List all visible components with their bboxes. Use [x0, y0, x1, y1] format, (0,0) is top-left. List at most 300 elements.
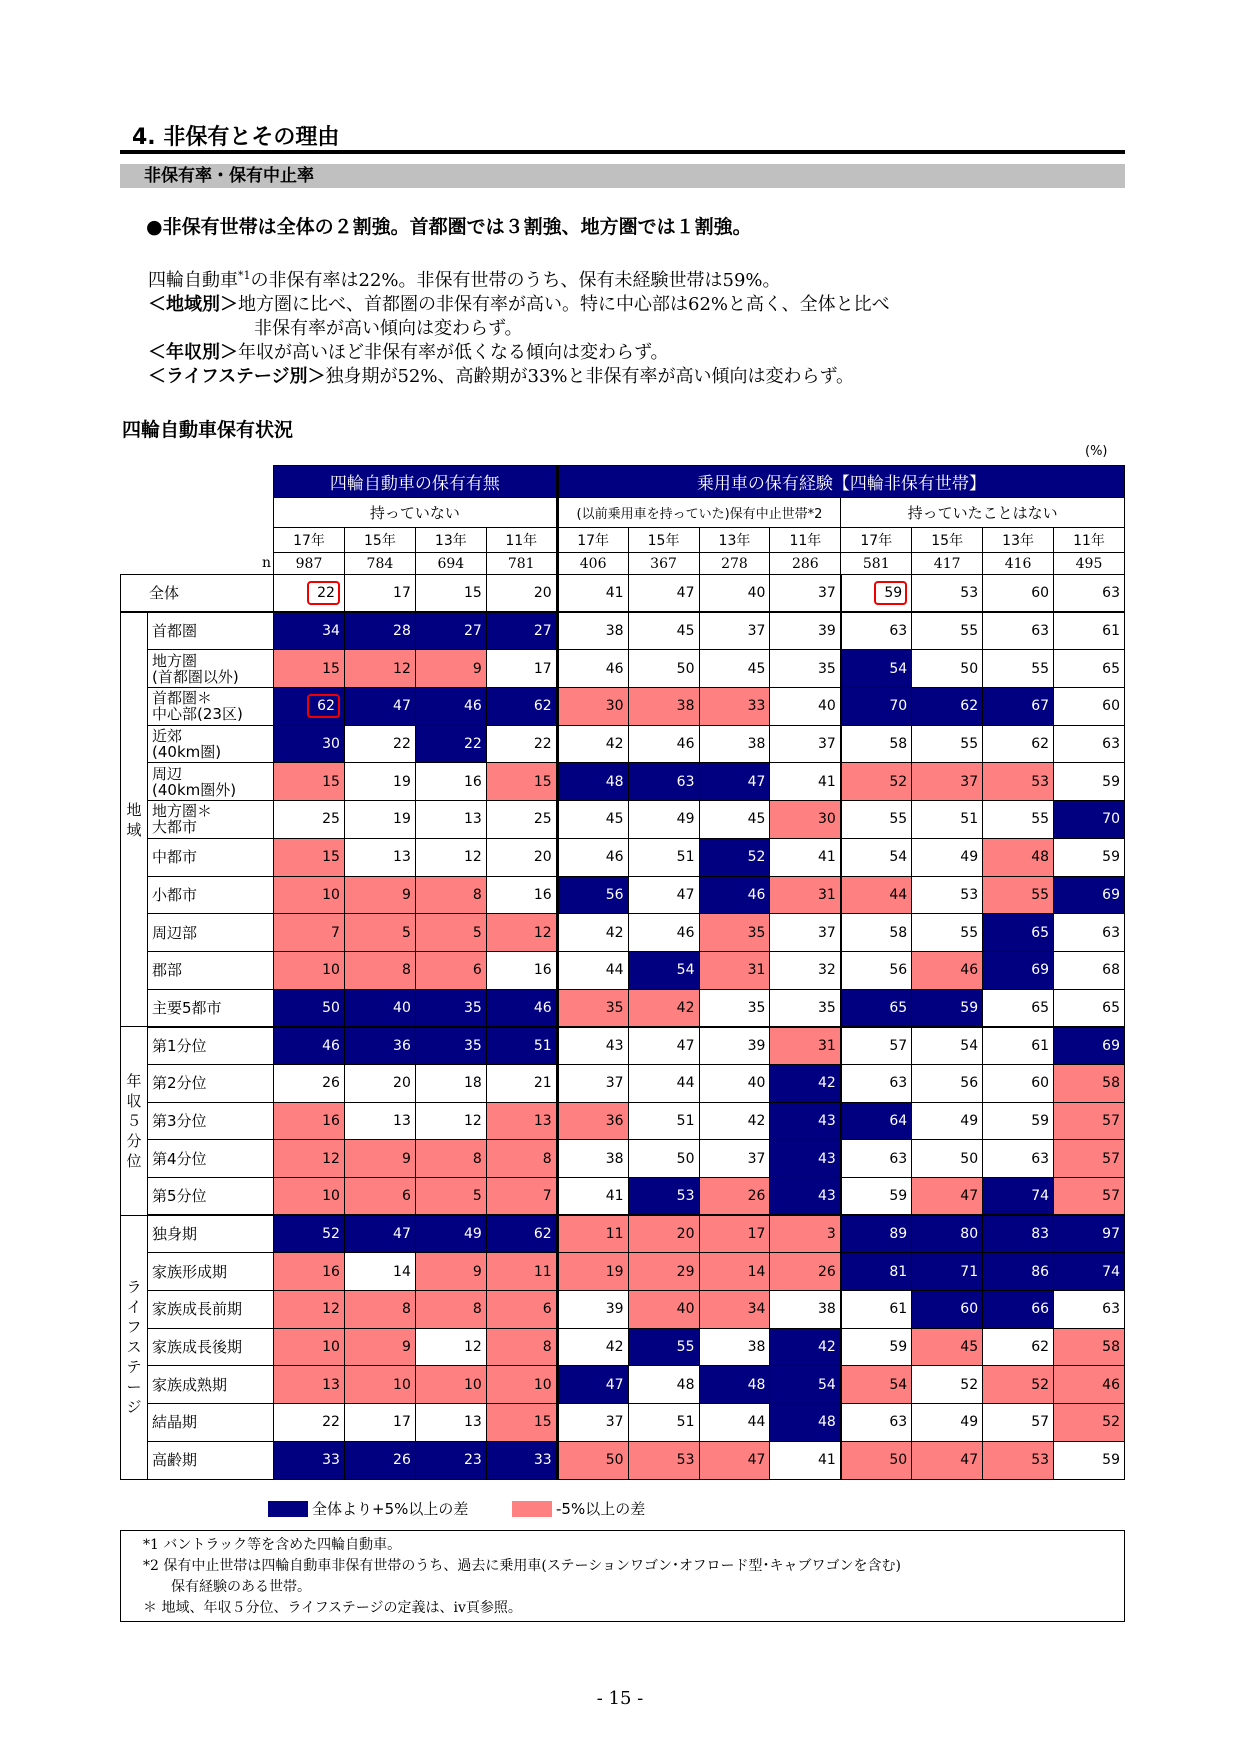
section-title: 4. 非保有とその理由	[132, 125, 340, 150]
legend-lo-swatch	[512, 1501, 552, 1517]
table-cell: 44	[628, 1064, 699, 1102]
table-cell: 81	[841, 1253, 912, 1291]
table-title: 四輪自動車保有状況	[122, 419, 294, 441]
table-cell: 39	[699, 1027, 770, 1065]
unit-label: (%)	[1085, 444, 1108, 459]
table-cell: 62	[983, 725, 1054, 763]
table-cell: 37	[699, 612, 770, 650]
table-cell: 26	[770, 1253, 841, 1291]
row-label: 地方圏＊ 大都市	[148, 801, 274, 839]
table-row	[121, 725, 1125, 763]
table-cell: 40	[628, 1291, 699, 1329]
table-cell: 45	[557, 801, 628, 839]
table-cell: 17	[344, 1404, 415, 1442]
footnote-3: ＊ 地域、年収５分位、ライフステージの定義は、ⅳ頁参照。	[143, 1600, 522, 1616]
table-cell: 57	[841, 1027, 912, 1065]
table-cell: 26	[699, 1178, 770, 1216]
table-cell: 38	[770, 1291, 841, 1329]
table-cell: 12	[344, 650, 415, 688]
row-label: 周辺 (40km圏外)	[148, 763, 274, 801]
table-cell: 59	[841, 1328, 912, 1366]
table-cell: 38	[557, 612, 628, 650]
table-cell: 13	[415, 801, 486, 839]
table-cell: 57	[1054, 1178, 1125, 1216]
table-cell: 58	[1054, 1064, 1125, 1102]
row-label: 首都圏＊ 中心部(23区)	[148, 688, 274, 726]
table-cell: 42	[557, 914, 628, 952]
table-cell: 26	[274, 1064, 345, 1102]
table-cell: 7	[274, 914, 345, 952]
table-cell: 51	[486, 1027, 557, 1065]
table-cell: 49	[912, 838, 983, 876]
table-cell: 35	[415, 989, 486, 1027]
table-cell: 55	[628, 1328, 699, 1366]
section-rule	[120, 150, 1125, 154]
n-value: 581	[841, 553, 912, 575]
legend-hi-swatch	[268, 1501, 308, 1517]
table-cell: 66	[983, 1291, 1054, 1329]
table-cell: 11	[557, 1215, 628, 1253]
year-header: 13年	[983, 528, 1054, 553]
table-cell: 32	[770, 951, 841, 989]
table-cell: 50	[841, 1441, 912, 1479]
table-cell: 63	[1054, 725, 1125, 763]
table-cell: 63	[1054, 914, 1125, 952]
row-label: 独身期	[148, 1215, 274, 1253]
table-cell: 5	[415, 914, 486, 952]
table-cell: 40	[699, 1064, 770, 1102]
table-cell: 67	[983, 688, 1054, 726]
table-cell: 55	[912, 612, 983, 650]
n-value: 416	[983, 553, 1054, 575]
table-cell: 16	[486, 876, 557, 914]
year-header: 17年	[841, 528, 912, 553]
year-header: 11年	[770, 528, 841, 553]
table-cell: 80	[912, 1215, 983, 1253]
row-label: 地方圏 (首都圏以外)	[148, 650, 274, 688]
table-cell: 46	[557, 650, 628, 688]
table-cell: 13	[344, 838, 415, 876]
table-row	[121, 1441, 1125, 1479]
table-cell: 38	[699, 1328, 770, 1366]
row-label: 周辺部	[148, 914, 274, 952]
table-cell: 9	[344, 1328, 415, 1366]
table-cell: 40	[770, 688, 841, 726]
table-cell: 52	[983, 1366, 1054, 1404]
table-cell: 57	[983, 1404, 1054, 1442]
n-value: 495	[1054, 553, 1125, 575]
table-row	[121, 801, 1125, 839]
table-cell: 27	[415, 612, 486, 650]
table-cell: 63	[983, 1140, 1054, 1178]
table-cell: 53	[912, 575, 983, 613]
table-cell: 46	[557, 838, 628, 876]
table-cell: 15	[274, 838, 345, 876]
table-cell: 16	[486, 951, 557, 989]
highlight-mark: 59	[874, 581, 907, 605]
table-cell: 6	[344, 1178, 415, 1216]
table-cell: 61	[983, 1027, 1054, 1065]
table-cell: 37	[770, 725, 841, 763]
table-cell: 52	[912, 1366, 983, 1404]
row-label: 高齢期	[148, 1441, 274, 1479]
table-cell: 14	[699, 1253, 770, 1291]
table-cell: 35	[699, 989, 770, 1027]
table-cell: 63	[841, 1064, 912, 1102]
table-cell: 15	[274, 650, 345, 688]
table-cell: 70	[841, 688, 912, 726]
table-cell: 12	[486, 914, 557, 952]
table-cell: 19	[557, 1253, 628, 1291]
table-cell: 89	[841, 1215, 912, 1253]
row-label: 中都市	[148, 838, 274, 876]
n-value: 367	[628, 553, 699, 575]
table-cell: 52	[1054, 1404, 1125, 1442]
table-cell: 62	[486, 688, 557, 726]
table-cell: 10	[274, 876, 345, 914]
table-row	[121, 1253, 1125, 1291]
table-cell: 53	[912, 876, 983, 914]
table-cell: 17	[699, 1215, 770, 1253]
row-label: 郡部	[148, 951, 274, 989]
table-cell: 26	[344, 1441, 415, 1479]
group-label-region: 地域	[121, 612, 148, 1027]
row-label: 家族成長後期	[148, 1328, 274, 1366]
table-cell: 54	[841, 1366, 912, 1404]
table-cell: 12	[415, 1328, 486, 1366]
table-cell: 12	[274, 1140, 345, 1178]
table-cell: 47	[912, 1178, 983, 1216]
table-cell: 46	[274, 1027, 345, 1065]
table-cell: 8	[486, 1328, 557, 1366]
year-header: 11年	[1054, 528, 1125, 553]
table-cell: 54	[912, 1027, 983, 1065]
table-cell: 38	[699, 725, 770, 763]
table-cell: 42	[699, 1102, 770, 1140]
table-cell: 21	[486, 1064, 557, 1102]
table-row	[121, 1404, 1125, 1442]
table-row	[121, 989, 1125, 1027]
table-cell: 40	[344, 989, 415, 1027]
table-cell: 56	[841, 951, 912, 989]
table-cell: 27	[486, 612, 557, 650]
year-header: 17年	[557, 528, 628, 553]
n-value: 784	[344, 553, 415, 575]
table-cell: 50	[628, 1140, 699, 1178]
table-cell: 58	[841, 725, 912, 763]
highlight-mark: 22	[307, 581, 340, 605]
group-label-life: ライフステージ	[121, 1215, 148, 1479]
table-cell: 65	[983, 914, 1054, 952]
ownership-table	[120, 465, 1125, 1480]
headline: ●非保有世帯は全体の２割強。首都圏では３割強、地方圏では１割強。	[146, 216, 752, 238]
table-cell: 47	[699, 763, 770, 801]
table-cell: 46	[1054, 1366, 1125, 1404]
table-cell: 69	[1054, 876, 1125, 914]
footnote-1: *1 バントラック等を含めた四輪自動車。	[143, 1537, 402, 1553]
table-cell: 51	[628, 1102, 699, 1140]
year-header: 15年	[628, 528, 699, 553]
table-row	[121, 1140, 1125, 1178]
table-cell: 54	[770, 1366, 841, 1404]
table-cell: 44	[699, 1404, 770, 1442]
table-cell: 16	[274, 1102, 345, 1140]
table-cell: 16	[415, 763, 486, 801]
table-cell: 46	[415, 688, 486, 726]
table-cell: 63	[1054, 1291, 1125, 1329]
year-header: 17年	[274, 528, 345, 553]
summary-income: ＜年収別＞年収が高いほど非保有率が低くなる傾向は変わらず。	[148, 342, 669, 363]
table-cell: 56	[557, 876, 628, 914]
table-cell: 41	[770, 838, 841, 876]
table-cell: 47	[557, 1366, 628, 1404]
table-cell: 44	[841, 876, 912, 914]
table-cell: 20	[486, 575, 557, 613]
table-cell: 58	[841, 914, 912, 952]
table-cell: 43	[770, 1140, 841, 1178]
table-cell: 22	[415, 725, 486, 763]
table-cell: 52	[699, 838, 770, 876]
table-cell: 18	[415, 1064, 486, 1102]
table-cell: 10	[344, 1366, 415, 1404]
table-cell: 35	[699, 914, 770, 952]
table-cell: 53	[983, 763, 1054, 801]
table-cell: 69	[1054, 1027, 1125, 1065]
table-cell: 50	[557, 1441, 628, 1479]
table-cell: 46	[628, 914, 699, 952]
table-cell: 60	[983, 1064, 1054, 1102]
table-cell: 15	[415, 575, 486, 613]
table-cell: 30	[770, 801, 841, 839]
table-cell: 20	[486, 838, 557, 876]
table-cell: 47	[912, 1441, 983, 1479]
table-cell: 30	[557, 688, 628, 726]
row-label: 首都圏	[148, 612, 274, 650]
table-cell: 43	[557, 1027, 628, 1065]
table-cell: 42	[557, 1328, 628, 1366]
table-cell: 57	[1054, 1102, 1125, 1140]
table-cell: 46	[699, 876, 770, 914]
table-cell: 13	[344, 1102, 415, 1140]
table-cell: 5	[415, 1178, 486, 1216]
table-cell: 46	[628, 725, 699, 763]
table-cell: 63	[841, 612, 912, 650]
table-cell: 70	[1054, 801, 1125, 839]
table-cell: 55	[983, 801, 1054, 839]
table-cell: 59	[912, 989, 983, 1027]
table-cell: 83	[983, 1215, 1054, 1253]
table-cell: 55	[912, 914, 983, 952]
table-cell: 31	[699, 951, 770, 989]
table-cell: 59	[1054, 838, 1125, 876]
table-cell: 46	[912, 951, 983, 989]
header-not-owning: 持っていない	[274, 498, 558, 528]
table-cell: 47	[628, 1027, 699, 1065]
table-row	[121, 876, 1125, 914]
table-cell: 9	[415, 650, 486, 688]
table-cell: 8	[486, 1140, 557, 1178]
table-cell: 49	[912, 1102, 983, 1140]
summary-lifestage: ＜ライフステージ別＞独身期が52%、高齢期が33%と非保有率が高い傾向は変わらず。	[148, 366, 855, 387]
table-cell: 35	[557, 989, 628, 1027]
header-discontinued: (以前乗用車を持っていた)保有中止世帯*2	[557, 498, 841, 528]
table-cell: 57	[1054, 1140, 1125, 1178]
table-cell: 28	[344, 612, 415, 650]
table-cell: 6	[415, 951, 486, 989]
table-cell: 48	[983, 838, 1054, 876]
table-cell: 41	[770, 763, 841, 801]
row-label: 第4分位	[148, 1140, 274, 1178]
table-cell: 48	[557, 763, 628, 801]
table-cell: 33	[486, 1441, 557, 1479]
table-cell: 51	[912, 801, 983, 839]
table-cell: 58	[1054, 1328, 1125, 1366]
table-cell: 50	[912, 650, 983, 688]
table-row	[121, 688, 1125, 726]
table-cell: 8	[415, 876, 486, 914]
summary-region: ＜地域別＞地方圏に比べ、首都圏の非保有率が高い。特に中心部は62%と高く、全体と比べ	[148, 294, 890, 315]
table-cell: 22	[486, 725, 557, 763]
table-row	[121, 1366, 1125, 1404]
table-cell: 9	[415, 1253, 486, 1291]
table-cell: 63	[841, 1404, 912, 1442]
table-row	[121, 1328, 1125, 1366]
table-cell: 8	[344, 1291, 415, 1329]
table-cell: 59	[983, 1102, 1054, 1140]
table-cell: 45	[699, 801, 770, 839]
table-cell: 36	[344, 1027, 415, 1065]
table-cell: 16	[274, 1253, 345, 1291]
table-cell: 59	[1054, 1441, 1125, 1479]
table-cell: 17	[486, 650, 557, 688]
legend-hi-label: 全体より+5%以上の差	[312, 1500, 469, 1518]
table-cell: 56	[912, 1064, 983, 1102]
row-label: 第3分位	[148, 1102, 274, 1140]
table-cell: 39	[770, 612, 841, 650]
table-cell: 55	[841, 801, 912, 839]
table-cell: 48	[770, 1404, 841, 1442]
table-cell: 15	[486, 1404, 557, 1442]
table-cell: 49	[628, 801, 699, 839]
table-cell: 20	[628, 1215, 699, 1253]
table-cell: 53	[628, 1441, 699, 1479]
table-cell: 50	[274, 989, 345, 1027]
table-cell: 68	[1054, 951, 1125, 989]
row-label: 全体	[121, 575, 274, 613]
table-cell: 44	[557, 951, 628, 989]
table-cell: 40	[699, 575, 770, 613]
table-cell: 63	[1054, 575, 1125, 613]
table-cell: 42	[628, 989, 699, 1027]
table-cell: 46	[486, 989, 557, 1027]
footnotes	[120, 1530, 1125, 1622]
table-cell: 49	[415, 1215, 486, 1253]
table-cell: 45	[628, 612, 699, 650]
table-cell: 65	[1054, 989, 1125, 1027]
table-cell: 62	[486, 1215, 557, 1253]
table-cell: 63	[841, 1140, 912, 1178]
row-label: 第1分位	[148, 1027, 274, 1065]
table-cell: 12	[415, 838, 486, 876]
table-cell: 30	[274, 725, 345, 763]
table-cell: 9	[344, 1140, 415, 1178]
row-label: 結晶期	[148, 1404, 274, 1442]
table-cell: 97	[1054, 1215, 1125, 1253]
table-row	[121, 914, 1125, 952]
table-cell: 47	[628, 575, 699, 613]
table-cell: 35	[415, 1027, 486, 1065]
table-cell: 15	[486, 763, 557, 801]
table-cell: 12	[274, 1291, 345, 1329]
table-cell: 25	[274, 801, 345, 839]
footnote-2: *2 保有中止世帯は四輪自動車非保有世帯のうち、過去に乗用車(ステーションワゴン･オフロード型･キャブワゴンを含む)	[143, 1558, 902, 1574]
table-cell: 45	[699, 650, 770, 688]
table-cell: 12	[415, 1102, 486, 1140]
table-cell: 61	[1054, 612, 1125, 650]
table-cell: 10	[486, 1366, 557, 1404]
table-cell: 9	[344, 876, 415, 914]
row-label: 第5分位	[148, 1178, 274, 1216]
table-cell: 47	[699, 1441, 770, 1479]
table-cell: 47	[344, 1215, 415, 1253]
row-label: 主要5都市	[148, 989, 274, 1027]
table-cell: 69	[983, 951, 1054, 989]
table-cell: 22	[344, 725, 415, 763]
table-cell: 42	[770, 1064, 841, 1102]
table-cell: 37	[770, 914, 841, 952]
n-value: 694	[415, 553, 486, 575]
table-cell: 53	[983, 1441, 1054, 1479]
table-row	[121, 763, 1125, 801]
n-value: 406	[557, 553, 628, 575]
table-cell: 65	[983, 989, 1054, 1027]
row-label: 第2分位	[148, 1064, 274, 1102]
table-cell: 54	[628, 951, 699, 989]
table-cell: 60	[983, 575, 1054, 613]
table-cell: 86	[983, 1253, 1054, 1291]
table-cell: 55	[983, 650, 1054, 688]
row-label: 家族形成期	[148, 1253, 274, 1291]
table-cell: 34	[699, 1291, 770, 1329]
table-cell: 38	[628, 688, 699, 726]
table-cell: 37	[770, 575, 841, 613]
header-experience: 乗用車の保有経験【四輪非保有世帯】	[557, 466, 1124, 498]
table-cell: 37	[699, 1140, 770, 1178]
table-cell: 20	[344, 1064, 415, 1102]
table-cell: 39	[557, 1291, 628, 1329]
table-cell: 37	[557, 1404, 628, 1442]
year-header: 13年	[699, 528, 770, 553]
table-cell: 35	[770, 650, 841, 688]
legend-lo-label: -5%以上の差	[556, 1500, 646, 1518]
table-cell: 54	[841, 650, 912, 688]
n-value: 286	[770, 553, 841, 575]
table-cell: 60	[912, 1291, 983, 1329]
table-cell: 19	[344, 763, 415, 801]
table-cell: 3	[770, 1215, 841, 1253]
table-cell: 15	[274, 763, 345, 801]
table-cell: 5	[344, 914, 415, 952]
table-cell: 54	[841, 838, 912, 876]
table-row	[121, 951, 1125, 989]
table-cell: 65	[841, 989, 912, 1027]
table-cell: 33	[699, 688, 770, 726]
table-cell: 62	[912, 688, 983, 726]
n-value: 417	[912, 553, 983, 575]
table-cell: 41	[557, 575, 628, 613]
table-cell: 59	[841, 1178, 912, 1216]
table-row	[121, 1027, 1125, 1065]
